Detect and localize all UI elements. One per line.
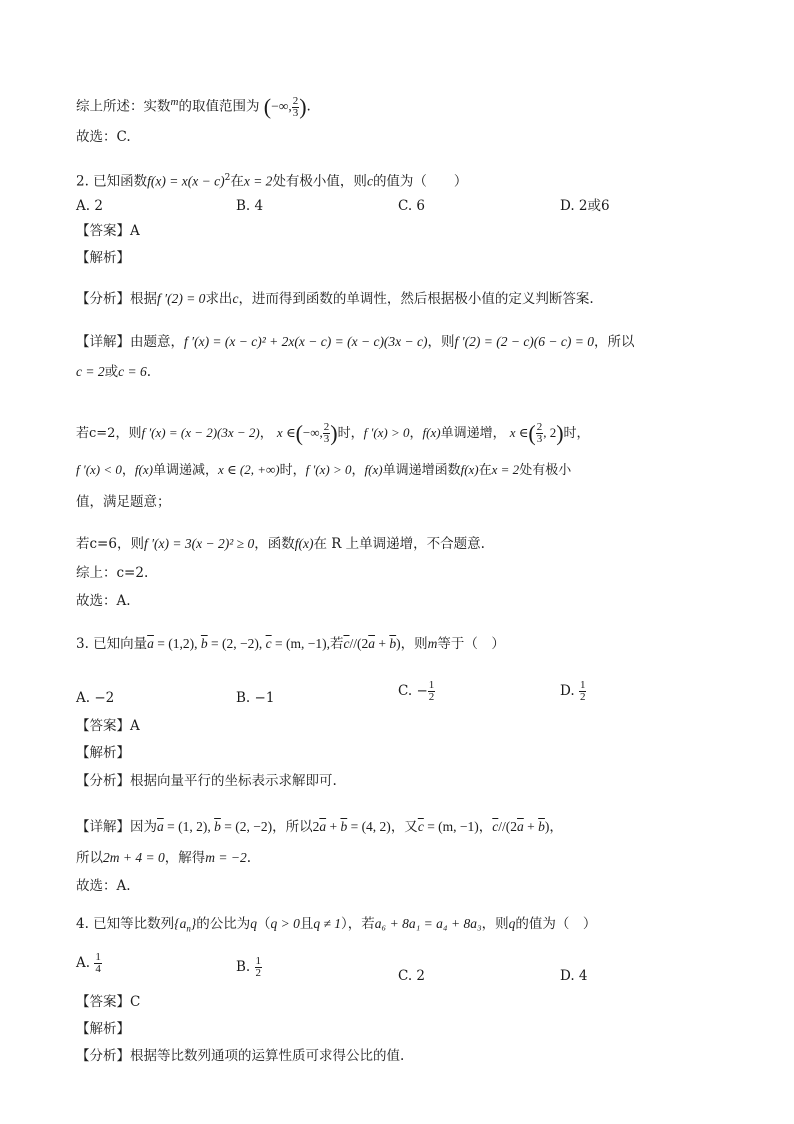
answer-value: C: [130, 994, 141, 1010]
text: 在: [230, 173, 244, 190]
q3-fenxi: [76, 771, 337, 791]
q3-xiangjie: [76, 817, 563, 837]
math: x = 2: [243, 173, 273, 189]
text: 根据等比数列通项的运算性质可求得公比的值.: [130, 1048, 405, 1064]
math: f ′(x) = (x − 2)(3x − 2): [141, 425, 260, 440]
text: 时，: [337, 426, 364, 441]
math: m = −2: [205, 850, 247, 865]
answer-value: A: [130, 718, 140, 734]
q2-xiangjie: [76, 332, 635, 352]
math-sub: n: [186, 923, 191, 934]
vector-c: $\overline{c}$: [343, 636, 350, 651]
text: 的值为（ ）: [372, 173, 468, 190]
math: f ′(x) > 0: [305, 462, 352, 477]
vector-a: $\overline{a}$: [517, 819, 524, 834]
math: f ′(x) = 3(x − 2)² ≥ 0: [143, 536, 255, 551]
q3-option-b: B. −1: [236, 690, 275, 706]
q4-option-a: [76, 952, 102, 975]
q3-analysis-tag: 【解析】: [76, 745, 130, 761]
text: ），若: [341, 916, 375, 932]
answer-tag: 【答案】: [76, 718, 130, 734]
text: ，又: [390, 819, 418, 835]
vector-b: $\overline{b}$: [340, 819, 348, 834]
range-conclusion: [76, 92, 311, 119]
math: q: [250, 916, 257, 931]
text: 所以: [76, 850, 103, 866]
fraction: $\frac{2}{3}$: [292, 94, 299, 119]
text: 若c=6，则: [76, 536, 144, 552]
q2-choose: 故选：A.: [76, 593, 131, 609]
text: ，进而得到函数的单调性，然后根据极小值的定义判断答案.: [238, 291, 594, 307]
math: ): [396, 636, 401, 651]
vector-a: $\overline{a}$: [157, 819, 164, 834]
q4-answer: [76, 992, 140, 1012]
math: q > 0: [270, 916, 300, 931]
math: c = 2: [76, 364, 105, 379]
math: x ∈: [276, 425, 296, 440]
text: 且: [299, 916, 314, 932]
math: −∞,: [302, 425, 323, 440]
paren-right: ): [556, 420, 564, 446]
text: 的公比为: [196, 916, 251, 932]
math: f ′(2) = 0: [157, 291, 206, 306]
q2-case1-cont: [76, 460, 571, 481]
math: a₆ + 8a₁ = a₄ + 8a₃: [374, 916, 482, 931]
vector-c: $\overline{c}$: [265, 636, 272, 651]
text: 单调递增函数: [382, 463, 461, 478]
answer-tag: 【答案】: [76, 223, 130, 239]
math: = (1, 2),: [163, 819, 215, 834]
vector-a: $\overline{a}$: [368, 636, 375, 651]
paren-left: (: [528, 420, 536, 446]
math: f ′(2) = (2 − c)(6 − c) = 0: [454, 334, 595, 349]
q4-option-b: [236, 956, 262, 979]
text: 若c=2，则: [76, 426, 142, 441]
math: c = 6: [118, 364, 147, 379]
math: x ∈ (2, +∞): [217, 462, 280, 477]
math: = (1,2),: [153, 636, 201, 651]
text: A.: [76, 955, 91, 971]
text: 在 R 上单调递增，不合题意.: [313, 536, 485, 552]
math: f(x): [460, 462, 479, 477]
math: ): [544, 819, 550, 834]
math: f ′(x) > 0: [363, 425, 410, 440]
q3-choose: 故选：A.: [76, 878, 131, 894]
math: +: [523, 819, 539, 834]
q4-analysis-tag: 【解析】: [76, 1021, 130, 1037]
tag: 【详解】: [76, 819, 130, 835]
fraction: $\frac{1}{2}$: [579, 679, 586, 703]
q2-summary: 综上：c=2.: [76, 565, 149, 581]
text: 综上所述：实数: [76, 98, 171, 115]
text: .: [306, 98, 311, 115]
math: −: [416, 683, 428, 699]
vector-b: $\overline{b}$: [389, 636, 397, 651]
text: B.: [236, 959, 251, 975]
paren-right: ): [330, 420, 338, 446]
text: D.: [560, 683, 575, 699]
q2-analysis-tag: 【解析】: [76, 250, 130, 266]
math: +: [374, 636, 390, 651]
text: ，函数: [254, 536, 295, 552]
text: ，: [121, 463, 135, 478]
text: ，则: [400, 636, 428, 652]
math: c: [366, 173, 373, 189]
text: 3. 已知向量: [76, 636, 148, 652]
q2-option-b: B. 4: [236, 198, 264, 214]
text: 处有极小值，则: [272, 173, 367, 190]
math: q: [508, 916, 516, 931]
math: = (m, −1),: [271, 636, 330, 651]
text: ，所以: [594, 334, 635, 350]
fraction: $\frac{2}{3}$: [536, 421, 543, 445]
text: 4. 已知等比数列: [76, 916, 175, 932]
text: ，: [478, 819, 493, 835]
text: 若: [329, 636, 344, 652]
text: 等于（ ）: [437, 636, 505, 652]
math: −∞,: [271, 98, 292, 114]
q3-xiangjie-cont: [76, 848, 251, 868]
math: = (4, 2): [347, 819, 391, 834]
vector-b: $\overline{b}$: [200, 636, 208, 651]
text: ，: [409, 426, 423, 441]
fraction: $\frac{1}{2}$: [428, 679, 435, 703]
math: //(2: [349, 636, 369, 651]
math: }: [190, 916, 197, 931]
math: q ≠ 1: [313, 916, 342, 931]
q4-option-c: C. 2: [398, 968, 426, 984]
math: f(x): [294, 536, 314, 551]
math: f ′(x) < 0: [76, 462, 122, 477]
q3-option-d: [560, 680, 586, 703]
math: = (m, −1): [423, 819, 479, 834]
text: 或: [104, 364, 119, 380]
q2-option-a: A. 2: [76, 198, 103, 214]
text: ，: [549, 819, 563, 835]
tag: 【分析】: [76, 291, 130, 307]
text: .: [246, 850, 252, 866]
q4-fenxi: [76, 1046, 404, 1066]
vector-b: $\overline{b}$: [538, 819, 545, 834]
math-m: m: [170, 96, 179, 108]
text: 因为: [130, 819, 157, 835]
math: f(x): [364, 462, 383, 477]
text: 求出: [205, 291, 233, 307]
math-exp: 2: [224, 173, 231, 183]
text: ，则: [427, 334, 455, 350]
text: ，所以: [272, 819, 313, 835]
text: 时，: [563, 426, 590, 441]
text: ，: [351, 463, 365, 478]
q2-option-d: D. 2或6: [560, 198, 610, 214]
vector-a: $\overline{a}$: [147, 636, 154, 651]
text: 的取值范围为: [178, 98, 260, 115]
text: ，则: [481, 916, 509, 932]
fraction: $\frac{2}{3}$: [323, 421, 330, 445]
fraction: $\frac{1}{4}$: [95, 951, 101, 975]
text: ，: [259, 426, 273, 441]
q2-option-c: C. 6: [398, 198, 426, 214]
text: .: [146, 364, 152, 380]
math: f ′(x) = (x − c)² + 2x(x − c) = (x − c)(3x − c): [184, 334, 428, 349]
text: 单调递增，: [440, 426, 506, 441]
text: 2. 已知函数: [76, 173, 148, 190]
math: f(x): [422, 425, 441, 440]
paren-left: (: [263, 94, 272, 119]
tag: 【详解】: [76, 334, 130, 350]
text: 的值为（ ）: [515, 916, 597, 932]
fraction: $\frac{1}{2}$: [255, 955, 262, 979]
text: （: [256, 916, 271, 932]
math: = (2, −2): [220, 819, 273, 834]
q2-answer: [76, 221, 140, 241]
text: 根据向量平行的坐标表示求解即可.: [130, 773, 337, 789]
tag: 【分析】: [76, 1048, 130, 1064]
q3-option-a: A. −2: [76, 690, 115, 706]
math: 2m + 4 = 0: [103, 850, 165, 865]
question-3-stem: [76, 634, 505, 654]
text: 由题意，: [130, 334, 184, 350]
question-4-stem: [76, 914, 596, 939]
paren-right: ): [299, 94, 307, 119]
vector-c: $\overline{c}$: [417, 819, 424, 834]
math: {a: [174, 916, 187, 931]
q2-xiangjie-cont: [76, 362, 151, 382]
math: m: [427, 636, 438, 651]
answer-value: A: [130, 223, 140, 239]
q2-case1: [76, 422, 590, 445]
choose-line: 故选：C.: [76, 129, 131, 145]
math: f(x): [134, 462, 153, 477]
tag: 【分析】: [76, 773, 130, 789]
q2-fenxi: [76, 289, 594, 309]
math: x ∈: [509, 425, 529, 440]
text: 处有极小: [519, 463, 572, 478]
q3-option-c: [398, 680, 435, 703]
text: 在: [478, 463, 492, 478]
math: //(2: [498, 819, 518, 834]
math: c: [232, 291, 239, 306]
vector-b: $\overline{b}$: [214, 819, 221, 834]
question-2-stem: [76, 168, 467, 192]
math: +: [326, 819, 341, 834]
text: 单调递减，: [152, 463, 218, 478]
text: 时，: [279, 463, 306, 478]
q2-case2: [76, 534, 485, 554]
q3-answer: [76, 716, 140, 736]
vector-a: $\overline{a}$: [319, 819, 327, 834]
math: f(x) = x(x − c): [147, 173, 225, 189]
math: x = 2: [491, 462, 520, 477]
math: , 2: [543, 425, 557, 440]
q4-option-d: D. 4: [560, 968, 588, 984]
q2-case1-end: 值，满足题意；: [76, 494, 171, 510]
text: 根据: [130, 291, 157, 307]
vector-c: $\overline{c}$: [492, 819, 499, 834]
text: C.: [398, 683, 413, 699]
math: = (2, −2),: [207, 636, 266, 651]
answer-tag: 【答案】: [76, 994, 130, 1010]
paren-left: (: [295, 420, 303, 446]
math: 2: [312, 819, 320, 834]
text: ，解得: [164, 850, 206, 866]
